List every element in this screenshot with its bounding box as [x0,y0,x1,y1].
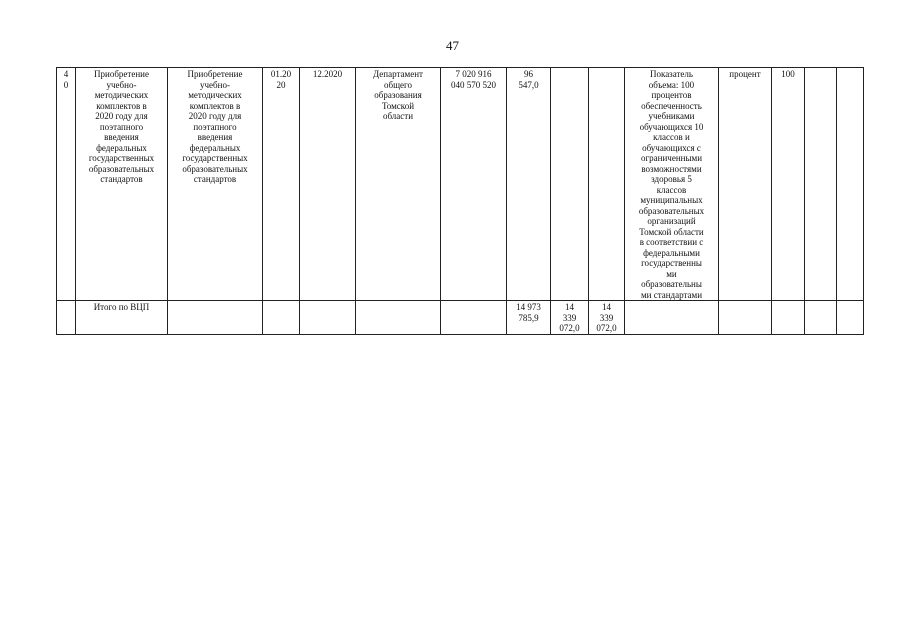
total-empty-cell [719,301,772,335]
amount-cell-9 [551,68,589,301]
row-number-cell: 4 0 [57,68,76,301]
total-row [57,301,864,335]
budget-table [56,67,864,335]
total-empty-cell [772,301,805,335]
start-date-cell: 01.20 20 [263,68,300,301]
amount-cell: 96 547,0 [507,68,551,301]
total-amount-cell: 14 973 785,9 [507,301,551,335]
total-empty-cell [805,301,837,335]
total-empty-cell [57,301,76,335]
total-empty-cell [356,301,441,335]
total-amount-cell-10: 14 339 072,0 [589,301,625,335]
total-empty-cell [625,301,719,335]
table-row [57,68,864,301]
budget-code-cell: 7 020 916 040 570 520 [441,68,507,301]
executor-cell: Департамент общего образования Томской области [356,68,441,301]
total-amount-cell-9: 14 339 072,0 [551,301,589,335]
unit-cell: процент [719,68,772,301]
event-name-cell: Приобретение учебно- методических комплектов в 2020 году для поэтапного введения федеральных государственных образовательных стандартов [76,68,168,301]
indicator-cell: Показатель объема: 100 процентов обеспеченность учебниками обучающихся 10 классов и обучающихся с ограниченными возможностями здоровья 5 классов муниципальных образовательных организаций Томской области в соответствии с федеральными государственны ми образовательны ми стандартами [625,68,719,301]
total-empty-cell [168,301,263,335]
total-label-cell: Итого по ВЦП [76,301,168,335]
total-empty-cell [441,301,507,335]
total-empty-cell [300,301,356,335]
value-cell: 100 [772,68,805,301]
total-empty-cell [263,301,300,335]
value-cell-15 [837,68,864,301]
event-description-cell: Приобретение учебно- методических комплектов в 2020 году для поэтапного введения федеральных государственных образовательных стандартов [168,68,263,301]
value-cell-14 [805,68,837,301]
end-date-cell: 12.2020 [300,68,356,301]
page-number: 47 [446,38,459,53]
amount-cell-10 [589,68,625,301]
total-empty-cell [837,301,864,335]
